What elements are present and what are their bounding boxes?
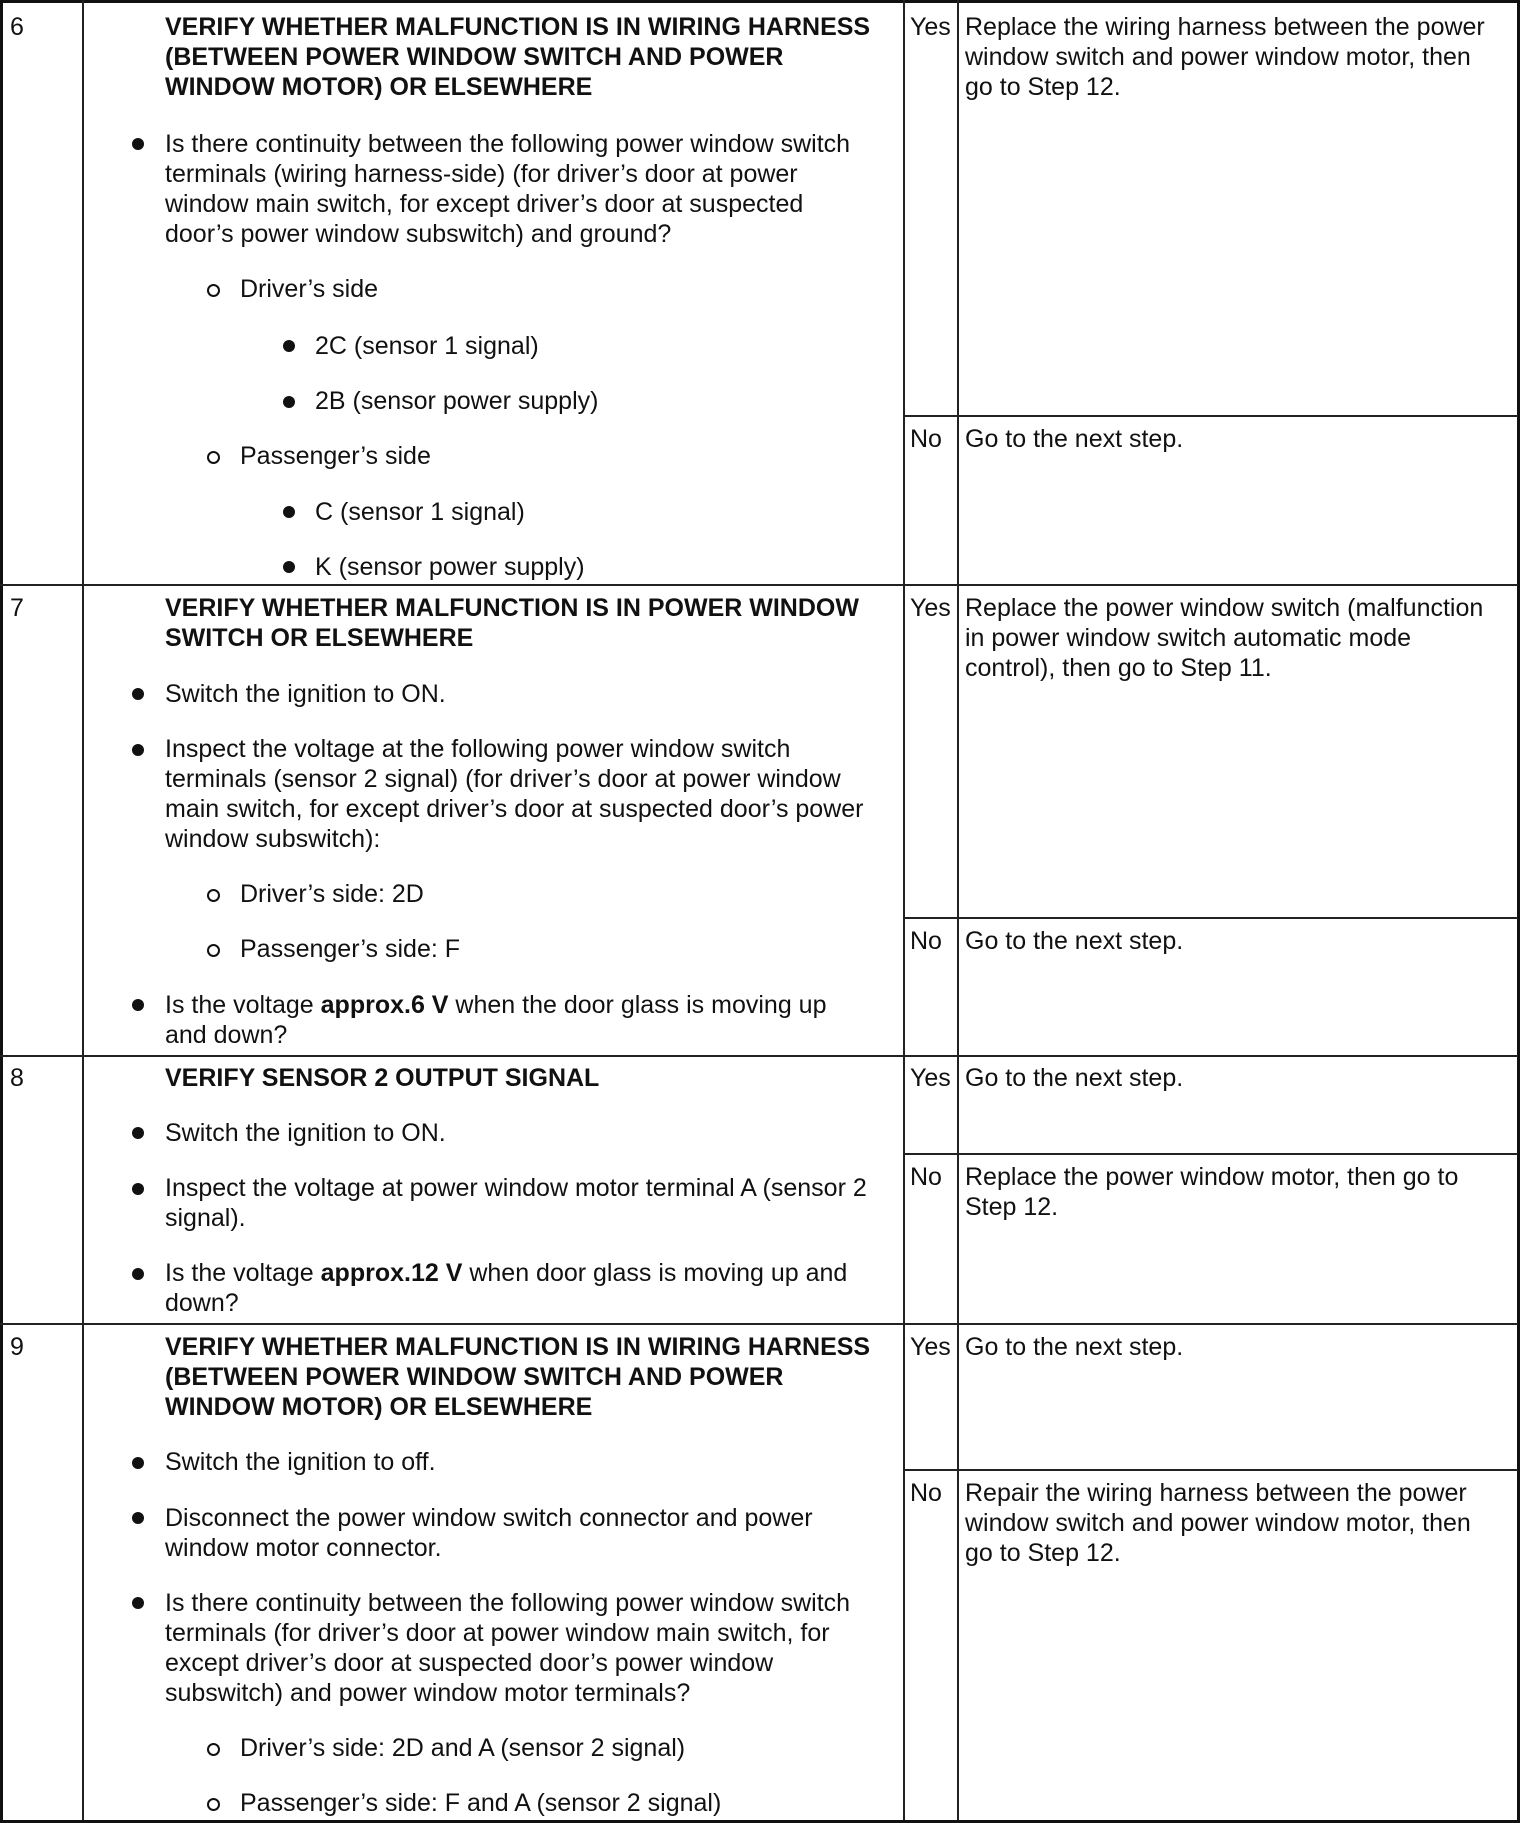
yes-action: in power window switch automatic mode — [965, 624, 1412, 652]
bullet-icon — [132, 999, 144, 1011]
instruction-text: window subswitch): — [165, 825, 381, 853]
step-title: VERIFY SENSOR 2 OUTPUT SIGNAL — [165, 1064, 600, 1092]
terminal-item: K (sensor power supply) — [315, 553, 585, 581]
sub-item: Passenger’s side: F and A (sensor 2 signal) — [240, 1789, 722, 1817]
step-title: VERIFY WHETHER MALFUNCTION IS IN POWER WINDOW — [165, 594, 859, 622]
bullet-icon — [132, 744, 144, 756]
text-part: Is the voltage — [165, 991, 321, 1019]
no-action: go to Step 12. — [965, 1539, 1121, 1567]
yes-no-divider — [903, 917, 1518, 919]
instruction-text — [165, 990, 826, 1020]
yes-no-divider — [903, 1153, 1518, 1155]
bullet-icon — [132, 688, 144, 700]
instruction-text: Is there continuity between the following power window switch — [165, 1589, 851, 1617]
voltage-value: approx.12 V — [320, 1259, 463, 1287]
text-part: when the door glass is moving up — [448, 991, 827, 1019]
no-label: No — [910, 425, 942, 453]
instruction-text: and down? — [165, 1021, 288, 1049]
bullet-icon — [283, 340, 295, 352]
no-label: No — [910, 1479, 942, 1507]
sub-item: Driver’s side — [240, 275, 379, 303]
instruction-text — [165, 1258, 847, 1288]
instruction-text: window main switch, for except driver’s door at suspected — [165, 190, 804, 218]
step-title: VERIFY WHETHER MALFUNCTION IS IN WIRING HARNESS — [165, 1333, 871, 1361]
yes-action: Replace the power window switch (malfunction — [965, 594, 1484, 622]
no-label: No — [910, 1163, 942, 1191]
yes-action: go to Step 12. — [965, 73, 1121, 101]
instruction-text: Disconnect the power window switch connector and power — [165, 1504, 813, 1532]
bullet-icon — [283, 396, 295, 408]
bullet-icon — [132, 1457, 144, 1469]
yes-action: Replace the wiring harness between the power — [965, 13, 1485, 41]
bullet-icon — [132, 1127, 144, 1139]
no-action: Go to the next step. — [965, 927, 1184, 955]
instruction-text: Switch the ignition to off. — [165, 1448, 436, 1476]
yes-action: Go to the next step. — [965, 1064, 1184, 1092]
yes-no-divider — [903, 415, 1518, 417]
sub-item: Driver’s side: 2D — [240, 880, 424, 908]
sub-item: Passenger’s side: F — [240, 935, 461, 963]
instruction-text: down? — [165, 1289, 239, 1317]
column-divider — [957, 0, 959, 1820]
sub-item: Driver’s side: 2D and A (sensor 2 signal) — [240, 1734, 686, 1762]
instruction-text: Switch the ignition to ON. — [165, 680, 446, 708]
sub-bullet-icon — [207, 944, 220, 957]
text-part: Is the voltage — [165, 1259, 321, 1287]
step-title: VERIFY WHETHER MALFUNCTION IS IN WIRING HARNESS — [165, 13, 871, 41]
terminal-item: 2B (sensor power supply) — [315, 387, 599, 415]
instruction-text: main switch, for except driver’s door at suspected door’s power — [165, 795, 864, 823]
voltage-value: approx.6 V — [320, 991, 449, 1019]
bullet-icon — [132, 1183, 144, 1195]
instruction-text: door’s power window subswitch) and ground? — [165, 220, 672, 248]
instruction-text: Is there continuity between the following power window switch — [165, 130, 851, 158]
terminal-item: 2C (sensor 1 signal) — [315, 332, 539, 360]
step-title: WINDOW MOTOR) OR ELSEWHERE — [165, 1393, 593, 1421]
step-title: WINDOW MOTOR) OR ELSEWHERE — [165, 73, 593, 101]
sub-bullet-icon — [207, 284, 220, 297]
instruction-text: terminals (for driver’s door at power window main switch, for — [165, 1619, 830, 1647]
instruction-text: terminals (sensor 2 signal) (for driver’s door at power window — [165, 765, 841, 793]
instruction-text: terminals (wiring harness-side) (for driver’s door at power — [165, 160, 798, 188]
instruction-text: Inspect the voltage at power window motor terminal A (sensor 2 — [165, 1174, 867, 1202]
yes-label: Yes — [910, 1333, 951, 1361]
text-part: when door glass is moving up and — [462, 1259, 848, 1287]
yes-label: Yes — [910, 13, 951, 41]
row-divider — [0, 1323, 1518, 1325]
terminal-item: C (sensor 1 signal) — [315, 498, 525, 526]
no-label: No — [910, 927, 942, 955]
sub-bullet-icon — [207, 1743, 220, 1756]
step-title: (BETWEEN POWER WINDOW SWITCH AND POWER — [165, 43, 784, 71]
bullet-icon — [283, 506, 295, 518]
no-action: Go to the next step. — [965, 425, 1184, 453]
no-action: window switch and power window motor, then — [965, 1509, 1471, 1537]
yes-action: control), then go to Step 11. — [965, 654, 1272, 682]
bullet-icon — [132, 1597, 144, 1609]
row-divider — [0, 584, 1518, 586]
yes-label: Yes — [910, 1064, 951, 1092]
sub-item: Passenger’s side — [240, 442, 431, 470]
step-title: (BETWEEN POWER WINDOW SWITCH AND POWER — [165, 1363, 784, 1391]
bullet-icon — [283, 561, 295, 573]
step-number: 6 — [10, 13, 24, 41]
sub-bullet-icon — [207, 1798, 220, 1811]
column-divider — [82, 0, 84, 1820]
instruction-text: subswitch) and power window motor terminals? — [165, 1679, 691, 1707]
instruction-text: window motor connector. — [165, 1534, 442, 1562]
yes-action: Go to the next step. — [965, 1333, 1184, 1361]
instruction-text: except driver’s door at suspected door’s power window — [165, 1649, 774, 1677]
yes-label: Yes — [910, 594, 951, 622]
row-divider — [0, 1055, 1518, 1057]
no-action: Step 12. — [965, 1193, 1059, 1221]
no-action: Repair the wiring harness between the power — [965, 1479, 1467, 1507]
instruction-text: signal). — [165, 1204, 246, 1232]
bullet-icon — [132, 1512, 144, 1524]
step-number: 8 — [10, 1064, 24, 1092]
yes-action: window switch and power window motor, then — [965, 43, 1471, 71]
bullet-icon — [132, 138, 144, 150]
instruction-text: Inspect the voltage at the following power window switch — [165, 735, 791, 763]
sub-bullet-icon — [207, 889, 220, 902]
step-number: 7 — [10, 594, 24, 622]
column-divider — [903, 0, 905, 1820]
yes-no-divider — [903, 1469, 1518, 1471]
no-action: Replace the power window motor, then go to — [965, 1163, 1459, 1191]
instruction-text: Switch the ignition to ON. — [165, 1119, 446, 1147]
bullet-icon — [132, 1268, 144, 1280]
step-title: SWITCH OR ELSEWHERE — [165, 624, 474, 652]
sub-bullet-icon — [207, 451, 220, 464]
step-number: 9 — [10, 1333, 24, 1361]
